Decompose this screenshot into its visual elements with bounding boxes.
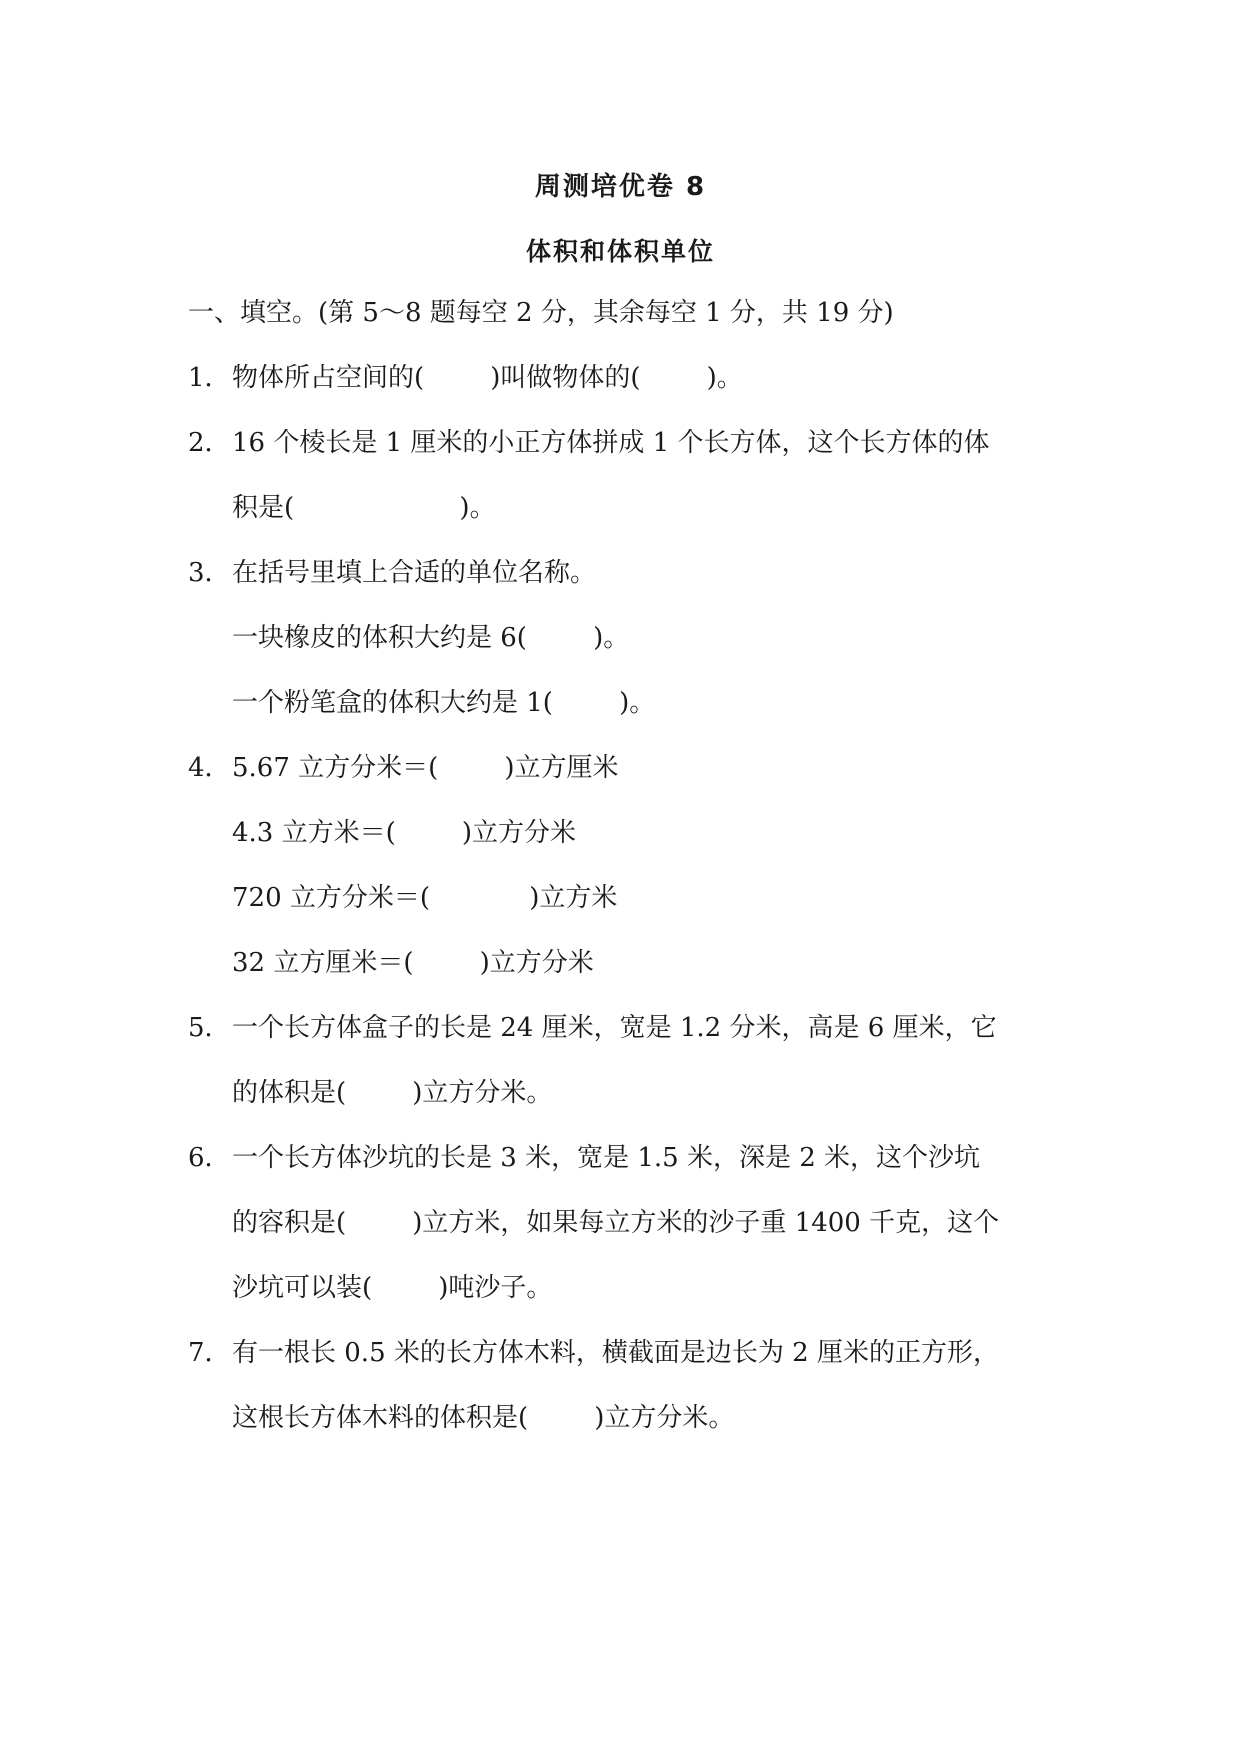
question-4-item-4: 32 立方厘米＝( )立方分米 xyxy=(232,948,594,978)
question-4 xyxy=(188,751,619,785)
question-2-line-2: 积是( )。 xyxy=(232,493,496,523)
question-7 xyxy=(188,1336,999,1370)
question-3-item-2: 一个粉笔盒的体积大约是 1( )。 xyxy=(232,688,656,718)
question-1 xyxy=(188,361,743,395)
question-number: 7． xyxy=(188,1338,231,1368)
worksheet-subtitle: 体积和体积单位 xyxy=(525,237,715,266)
question-5-line-2: 的体积是( )立方分米。 xyxy=(232,1078,553,1108)
question-text: 一个长方体沙坑的长是 3 米，宽是 1.5 米，深是 2 米，这个沙坑 xyxy=(232,1143,981,1173)
worksheet-title: 周测培优卷 8 xyxy=(534,172,707,202)
question-text: 16 个棱长是 1 厘米的小正方体拼成 1 个长方体，这个长方体的体 xyxy=(232,428,990,458)
question-7-line-2: 这根长方体木料的体积是( )立方分米。 xyxy=(232,1403,735,1433)
question-number: 5． xyxy=(188,1013,231,1043)
section-heading: 一、填空。(第 5～8 题每空 2 分，其余每空 1 分，共 19 分) xyxy=(188,298,894,328)
question-text: 物体所占空间的( )叫做物体的( )。 xyxy=(232,363,743,393)
question-number: 6． xyxy=(188,1143,231,1173)
question-4-item-2: 4.3 立方米＝( )立方分米 xyxy=(232,818,577,848)
question-6-line-2: 的容积是( )立方米，如果每立方米的沙子重 1400 千克，这个 xyxy=(232,1208,1000,1238)
question-3 xyxy=(188,556,596,590)
question-number: 2． xyxy=(188,428,231,458)
question-number: 4． xyxy=(188,753,231,783)
question-2 xyxy=(188,426,990,460)
question-text: 在括号里填上合适的单位名称。 xyxy=(232,558,597,588)
question-text: 5.67 立方分米＝( )立方厘米 xyxy=(232,753,619,783)
question-3-item-1: 一块橡皮的体积大约是 6( )。 xyxy=(232,623,630,653)
question-number: 3． xyxy=(188,558,231,588)
question-text: 有一根长 0.5 米的长方体木料，横截面是边长为 2 厘米的正方形， xyxy=(232,1338,999,1368)
question-text: 一个长方体盒子的长是 24 厘米，宽是 1.2 分米，高是 6 厘米，它 xyxy=(232,1013,997,1043)
question-number: 1． xyxy=(188,363,231,393)
question-4-item-3: 720 立方分米＝( )立方米 xyxy=(232,883,618,913)
question-5 xyxy=(188,1011,997,1045)
question-6-line-3: 沙坑可以装( )吨沙子。 xyxy=(232,1273,553,1303)
question-6 xyxy=(188,1141,980,1175)
